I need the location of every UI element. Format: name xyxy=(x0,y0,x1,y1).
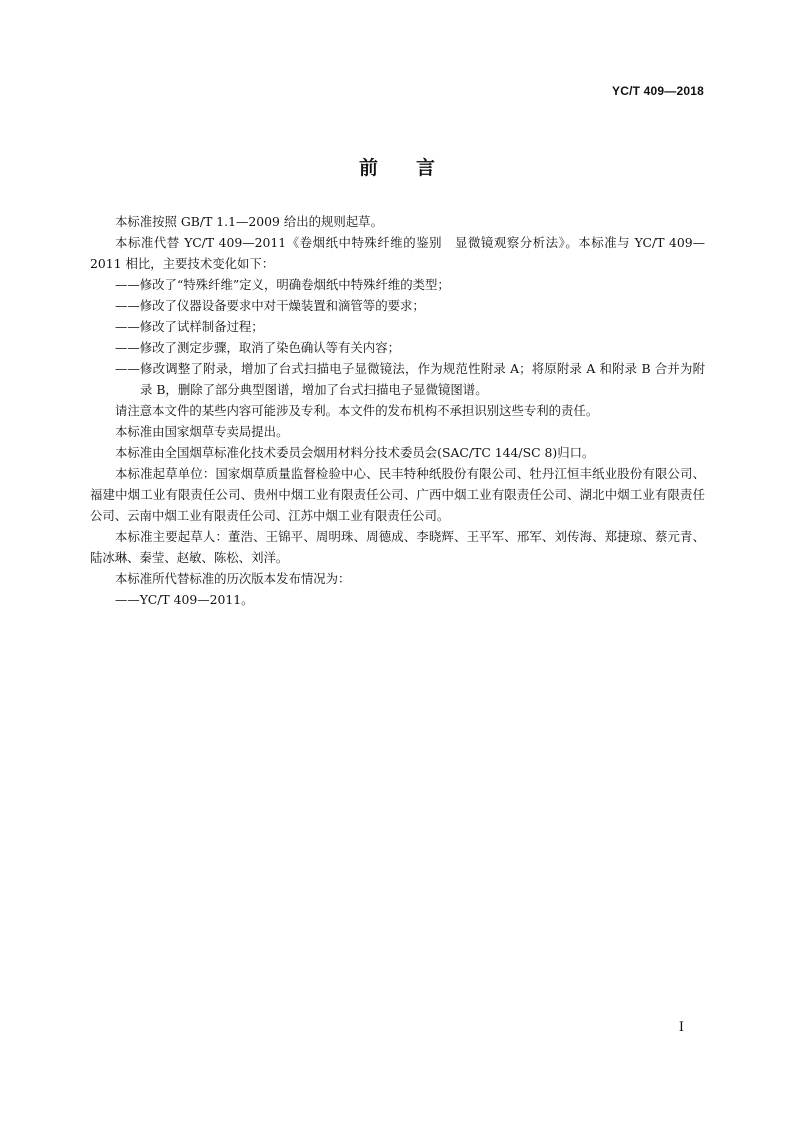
change-item: ——修改了“特殊纤维”定义，明确卷烟纸中特殊纤维的类型； xyxy=(115,277,450,292)
page-number: I xyxy=(678,1020,684,1035)
title-char-2: 言 xyxy=(416,157,436,179)
change-item: ——修改了仪器设备要求中对干燥装置和滴管等的要求； xyxy=(115,298,425,313)
change-item: ——修改了测定步骤，取消了染色确认等有关内容； xyxy=(115,340,400,355)
standard-number-header: YC/T 409—2018 xyxy=(612,84,704,98)
page-title xyxy=(0,153,794,180)
paragraph-drafting-rules: 本标准按照 GB/T 1.1—2009 给出的规则起草。 xyxy=(115,214,383,229)
change-item: ——修改了试样制备过程； xyxy=(115,319,264,334)
change-item: ——修改调整了附录，增加了台式扫描电子显微镜法，作为规范性附录 A；将原附录 A 和附录 B 合并为附录 B，删除了部分典型图谱，增加了台式扫描电子显微镜图谱。 xyxy=(115,361,705,397)
paragraph-committee: 本标准由全国烟草标准化技术委员会烟用材料分技术委员会(SAC/TC 144/SC 8)归口。 xyxy=(115,445,595,460)
foreword-body xyxy=(90,211,705,610)
paragraph-drafters: 本标准主要起草人：董浩、王锦平、周明珠、周德成、李晓辉、王平军、邢军、刘传海、郑捷琼、蔡元青、陆冰琳、秦莹、赵敏、陈松、刘洋。 xyxy=(90,529,705,565)
paragraph-proposer: 本标准由国家烟草专卖局提出。 xyxy=(115,424,289,439)
title-char-1: 前 xyxy=(358,157,378,179)
paragraph-replacement: 本标准代替 YC/T 409—2011《卷烟纸中特殊纤维的鉴别 显微镜观察分析法》。本标准与 YC/T 409—2011 相比，主要技术变化如下： xyxy=(90,235,705,271)
paragraph-patent-notice: 请注意本文件的某些内容可能涉及专利。本文件的发布机构不承担识别这些专利的责任。 xyxy=(115,403,599,418)
history-item: ——YC/T 409—2011。 xyxy=(115,592,254,607)
paragraph-drafting-units: 本标准起草单位：国家烟草质量监督检验中心、民丰特种纸股份有限公司、牡丹江恒丰纸业股份有限公司、福建中烟工业有限责任公司、贵州中烟工业有限责任公司、广西中烟工业有限责任公司、湖北中烟工业有限责任公司、云南中烟工业有限责任公司、江苏中烟工业有限责任公司。 xyxy=(90,466,705,523)
paragraph-history-intro: 本标准所代替标准的历次版本发布情况为： xyxy=(115,571,351,586)
